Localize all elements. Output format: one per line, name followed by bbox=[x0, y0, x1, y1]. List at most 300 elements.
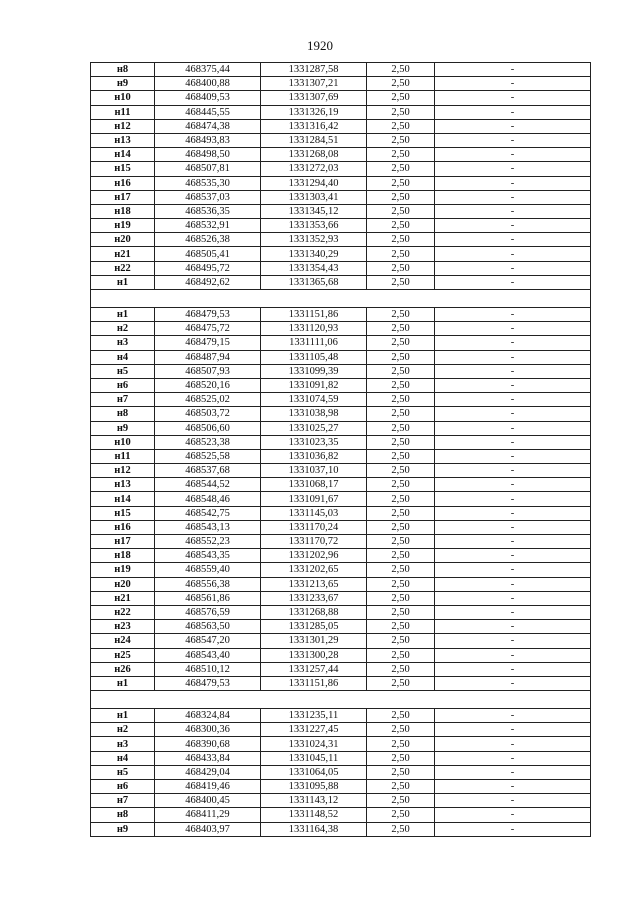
description-cell: - bbox=[435, 322, 591, 336]
y-coordinate-cell: 1331345,12 bbox=[261, 204, 367, 218]
y-coordinate-cell: 1331365,68 bbox=[261, 275, 367, 289]
description-cell: - bbox=[435, 662, 591, 676]
table-row bbox=[91, 407, 591, 421]
x-coordinate-cell: 468487,94 bbox=[155, 350, 261, 364]
point-id-cell: н20 bbox=[91, 577, 155, 591]
table-row bbox=[91, 506, 591, 520]
y-coordinate-cell: 1331340,29 bbox=[261, 247, 367, 261]
x-coordinate-cell: 468479,15 bbox=[155, 336, 261, 350]
x-coordinate-cell: 468479,53 bbox=[155, 676, 261, 690]
description-cell: - bbox=[435, 549, 591, 563]
x-coordinate-cell: 468400,88 bbox=[155, 77, 261, 91]
x-coordinate-cell: 468492,62 bbox=[155, 275, 261, 289]
description-cell: - bbox=[435, 535, 591, 549]
table-row bbox=[91, 275, 591, 289]
accuracy-cell: 2,50 bbox=[367, 421, 435, 435]
description-cell: - bbox=[435, 435, 591, 449]
table-row bbox=[91, 77, 591, 91]
description-cell: - bbox=[435, 119, 591, 133]
x-coordinate-cell: 468419,46 bbox=[155, 780, 261, 794]
table-row bbox=[91, 520, 591, 534]
description-cell: - bbox=[435, 233, 591, 247]
point-id-cell: н15 bbox=[91, 506, 155, 520]
point-id-cell: н21 bbox=[91, 591, 155, 605]
x-coordinate-cell: 468510,12 bbox=[155, 662, 261, 676]
table-row bbox=[91, 794, 591, 808]
accuracy-cell: 2,50 bbox=[367, 751, 435, 765]
x-coordinate-cell: 468552,23 bbox=[155, 535, 261, 549]
table-row bbox=[91, 190, 591, 204]
y-coordinate-cell: 1331272,03 bbox=[261, 162, 367, 176]
accuracy-cell: 2,50 bbox=[367, 219, 435, 233]
accuracy-cell: 2,50 bbox=[367, 577, 435, 591]
point-id-cell: н13 bbox=[91, 133, 155, 147]
table-row bbox=[91, 648, 591, 662]
accuracy-cell: 2,50 bbox=[367, 492, 435, 506]
y-coordinate-cell: 1331307,21 bbox=[261, 77, 367, 91]
y-coordinate-cell: 1331202,96 bbox=[261, 549, 367, 563]
x-coordinate-cell: 468507,93 bbox=[155, 364, 261, 378]
accuracy-cell: 2,50 bbox=[367, 393, 435, 407]
table-row bbox=[91, 605, 591, 619]
description-cell: - bbox=[435, 506, 591, 520]
accuracy-cell: 2,50 bbox=[367, 105, 435, 119]
accuracy-cell: 2,50 bbox=[367, 162, 435, 176]
table-row bbox=[91, 737, 591, 751]
description-cell: - bbox=[435, 605, 591, 619]
table-row bbox=[91, 765, 591, 779]
section-separator-row bbox=[91, 290, 591, 308]
x-coordinate-cell: 468543,13 bbox=[155, 520, 261, 534]
point-id-cell: н24 bbox=[91, 634, 155, 648]
description-cell: - bbox=[435, 77, 591, 91]
x-coordinate-cell: 468544,52 bbox=[155, 478, 261, 492]
accuracy-cell: 2,50 bbox=[367, 233, 435, 247]
point-id-cell: н10 bbox=[91, 435, 155, 449]
accuracy-cell: 2,50 bbox=[367, 822, 435, 836]
point-id-cell: н5 bbox=[91, 364, 155, 378]
table-row bbox=[91, 421, 591, 435]
accuracy-cell: 2,50 bbox=[367, 563, 435, 577]
coordinates-table bbox=[90, 62, 591, 837]
x-coordinate-cell: 468563,50 bbox=[155, 620, 261, 634]
y-coordinate-cell: 1331268,08 bbox=[261, 148, 367, 162]
x-coordinate-cell: 468503,72 bbox=[155, 407, 261, 421]
y-coordinate-cell: 1331120,93 bbox=[261, 322, 367, 336]
accuracy-cell: 2,50 bbox=[367, 449, 435, 463]
y-coordinate-cell: 1331145,03 bbox=[261, 506, 367, 520]
y-coordinate-cell: 1331303,41 bbox=[261, 190, 367, 204]
x-coordinate-cell: 468474,38 bbox=[155, 119, 261, 133]
accuracy-cell: 2,50 bbox=[367, 709, 435, 723]
point-id-cell: н10 bbox=[91, 91, 155, 105]
x-coordinate-cell: 468543,35 bbox=[155, 549, 261, 563]
x-coordinate-cell: 468505,41 bbox=[155, 247, 261, 261]
accuracy-cell: 2,50 bbox=[367, 723, 435, 737]
point-id-cell: н14 bbox=[91, 492, 155, 506]
x-coordinate-cell: 468375,44 bbox=[155, 63, 261, 77]
accuracy-cell: 2,50 bbox=[367, 464, 435, 478]
table-row bbox=[91, 662, 591, 676]
table-row bbox=[91, 535, 591, 549]
y-coordinate-cell: 1331148,52 bbox=[261, 808, 367, 822]
description-cell: - bbox=[435, 393, 591, 407]
x-coordinate-cell: 468495,72 bbox=[155, 261, 261, 275]
x-coordinate-cell: 468532,91 bbox=[155, 219, 261, 233]
accuracy-cell: 2,50 bbox=[367, 322, 435, 336]
x-coordinate-cell: 468559,40 bbox=[155, 563, 261, 577]
description-cell: - bbox=[435, 421, 591, 435]
accuracy-cell: 2,50 bbox=[367, 737, 435, 751]
x-coordinate-cell: 468535,30 bbox=[155, 176, 261, 190]
x-coordinate-cell: 468400,45 bbox=[155, 794, 261, 808]
table-row bbox=[91, 308, 591, 322]
description-cell: - bbox=[435, 520, 591, 534]
point-id-cell: н9 bbox=[91, 822, 155, 836]
point-id-cell: н8 bbox=[91, 63, 155, 77]
point-id-cell: н6 bbox=[91, 780, 155, 794]
accuracy-cell: 2,50 bbox=[367, 148, 435, 162]
y-coordinate-cell: 1331091,67 bbox=[261, 492, 367, 506]
table-row bbox=[91, 176, 591, 190]
table-row bbox=[91, 577, 591, 591]
accuracy-cell: 2,50 bbox=[367, 676, 435, 690]
y-coordinate-cell: 1331170,24 bbox=[261, 520, 367, 534]
table-row bbox=[91, 751, 591, 765]
point-id-cell: н11 bbox=[91, 105, 155, 119]
accuracy-cell: 2,50 bbox=[367, 478, 435, 492]
table-row bbox=[91, 723, 591, 737]
x-coordinate-cell: 468525,02 bbox=[155, 393, 261, 407]
point-id-cell: н8 bbox=[91, 808, 155, 822]
point-id-cell: н15 bbox=[91, 162, 155, 176]
description-cell: - bbox=[435, 822, 591, 836]
x-coordinate-cell: 468537,03 bbox=[155, 190, 261, 204]
point-id-cell: н3 bbox=[91, 737, 155, 751]
section-separator-row bbox=[91, 691, 591, 709]
y-coordinate-cell: 1331151,86 bbox=[261, 308, 367, 322]
table-row bbox=[91, 676, 591, 690]
accuracy-cell: 2,50 bbox=[367, 620, 435, 634]
table-row bbox=[91, 336, 591, 350]
page-number: 1920 bbox=[307, 38, 333, 53]
description-cell: - bbox=[435, 492, 591, 506]
accuracy-cell: 2,50 bbox=[367, 780, 435, 794]
description-cell: - bbox=[435, 133, 591, 147]
point-id-cell: н16 bbox=[91, 176, 155, 190]
x-coordinate-cell: 468506,60 bbox=[155, 421, 261, 435]
y-coordinate-cell: 1331354,43 bbox=[261, 261, 367, 275]
table-row bbox=[91, 591, 591, 605]
point-id-cell: н9 bbox=[91, 421, 155, 435]
point-id-cell: н1 bbox=[91, 275, 155, 289]
x-coordinate-cell: 468523,38 bbox=[155, 435, 261, 449]
point-id-cell: н23 bbox=[91, 620, 155, 634]
description-cell: - bbox=[435, 751, 591, 765]
y-coordinate-cell: 1331025,27 bbox=[261, 421, 367, 435]
x-coordinate-cell: 468498,50 bbox=[155, 148, 261, 162]
accuracy-cell: 2,50 bbox=[367, 765, 435, 779]
point-id-cell: н26 bbox=[91, 662, 155, 676]
table-row bbox=[91, 233, 591, 247]
table-row bbox=[91, 492, 591, 506]
description-cell: - bbox=[435, 577, 591, 591]
description-cell: - bbox=[435, 105, 591, 119]
description-cell: - bbox=[435, 723, 591, 737]
x-coordinate-cell: 468445,55 bbox=[155, 105, 261, 119]
y-coordinate-cell: 1331233,67 bbox=[261, 591, 367, 605]
description-cell: - bbox=[435, 176, 591, 190]
table-row bbox=[91, 91, 591, 105]
description-cell: - bbox=[435, 162, 591, 176]
y-coordinate-cell: 1331024,31 bbox=[261, 737, 367, 751]
accuracy-cell: 2,50 bbox=[367, 275, 435, 289]
accuracy-cell: 2,50 bbox=[367, 190, 435, 204]
table-row bbox=[91, 350, 591, 364]
x-coordinate-cell: 468429,04 bbox=[155, 765, 261, 779]
point-id-cell: н5 bbox=[91, 765, 155, 779]
y-coordinate-cell: 1331095,88 bbox=[261, 780, 367, 794]
y-coordinate-cell: 1331284,51 bbox=[261, 133, 367, 147]
point-id-cell: н7 bbox=[91, 393, 155, 407]
accuracy-cell: 2,50 bbox=[367, 63, 435, 77]
point-id-cell: н16 bbox=[91, 520, 155, 534]
table-row bbox=[91, 378, 591, 392]
description-cell: - bbox=[435, 478, 591, 492]
point-id-cell: н18 bbox=[91, 204, 155, 218]
accuracy-cell: 2,50 bbox=[367, 77, 435, 91]
y-coordinate-cell: 1331045,11 bbox=[261, 751, 367, 765]
y-coordinate-cell: 1331227,45 bbox=[261, 723, 367, 737]
x-coordinate-cell: 468493,83 bbox=[155, 133, 261, 147]
accuracy-cell: 2,50 bbox=[367, 350, 435, 364]
description-cell: - bbox=[435, 350, 591, 364]
y-coordinate-cell: 1331170,72 bbox=[261, 535, 367, 549]
table-row bbox=[91, 435, 591, 449]
x-coordinate-cell: 468542,75 bbox=[155, 506, 261, 520]
description-cell: - bbox=[435, 794, 591, 808]
y-coordinate-cell: 1331068,17 bbox=[261, 478, 367, 492]
y-coordinate-cell: 1331036,82 bbox=[261, 449, 367, 463]
table-row bbox=[91, 620, 591, 634]
point-id-cell: н1 bbox=[91, 676, 155, 690]
description-cell: - bbox=[435, 336, 591, 350]
y-coordinate-cell: 1331202,65 bbox=[261, 563, 367, 577]
point-id-cell: н19 bbox=[91, 219, 155, 233]
table-row bbox=[91, 364, 591, 378]
point-id-cell: н25 bbox=[91, 648, 155, 662]
y-coordinate-cell: 1331099,39 bbox=[261, 364, 367, 378]
y-coordinate-cell: 1331064,05 bbox=[261, 765, 367, 779]
y-coordinate-cell: 1331213,65 bbox=[261, 577, 367, 591]
y-coordinate-cell: 1331353,66 bbox=[261, 219, 367, 233]
accuracy-cell: 2,50 bbox=[367, 364, 435, 378]
table-row bbox=[91, 709, 591, 723]
table-row bbox=[91, 478, 591, 492]
x-coordinate-cell: 468556,38 bbox=[155, 577, 261, 591]
description-cell: - bbox=[435, 591, 591, 605]
description-cell: - bbox=[435, 676, 591, 690]
accuracy-cell: 2,50 bbox=[367, 378, 435, 392]
point-id-cell: н1 bbox=[91, 308, 155, 322]
accuracy-cell: 2,50 bbox=[367, 662, 435, 676]
section-separator-cell bbox=[91, 691, 591, 709]
description-cell: - bbox=[435, 275, 591, 289]
description-cell: - bbox=[435, 648, 591, 662]
x-coordinate-cell: 468403,97 bbox=[155, 822, 261, 836]
y-coordinate-cell: 1331316,42 bbox=[261, 119, 367, 133]
point-id-cell: н4 bbox=[91, 751, 155, 765]
point-id-cell: н9 bbox=[91, 77, 155, 91]
accuracy-cell: 2,50 bbox=[367, 308, 435, 322]
x-coordinate-cell: 468507,81 bbox=[155, 162, 261, 176]
description-cell: - bbox=[435, 620, 591, 634]
x-coordinate-cell: 468411,29 bbox=[155, 808, 261, 822]
y-coordinate-cell: 1331287,58 bbox=[261, 63, 367, 77]
point-id-cell: н22 bbox=[91, 605, 155, 619]
accuracy-cell: 2,50 bbox=[367, 247, 435, 261]
point-id-cell: н18 bbox=[91, 549, 155, 563]
description-cell: - bbox=[435, 563, 591, 577]
x-coordinate-cell: 468433,84 bbox=[155, 751, 261, 765]
y-coordinate-cell: 1331037,10 bbox=[261, 464, 367, 478]
description-cell: - bbox=[435, 449, 591, 463]
x-coordinate-cell: 468576,59 bbox=[155, 605, 261, 619]
accuracy-cell: 2,50 bbox=[367, 336, 435, 350]
description-cell: - bbox=[435, 780, 591, 794]
table-row bbox=[91, 148, 591, 162]
description-cell: - bbox=[435, 407, 591, 421]
point-id-cell: н2 bbox=[91, 322, 155, 336]
x-coordinate-cell: 468520,16 bbox=[155, 378, 261, 392]
y-coordinate-cell: 1331038,98 bbox=[261, 407, 367, 421]
description-cell: - bbox=[435, 364, 591, 378]
table-row bbox=[91, 563, 591, 577]
point-id-cell: н4 bbox=[91, 350, 155, 364]
accuracy-cell: 2,50 bbox=[367, 549, 435, 563]
x-coordinate-cell: 468548,46 bbox=[155, 492, 261, 506]
description-cell: - bbox=[435, 808, 591, 822]
y-coordinate-cell: 1331235,11 bbox=[261, 709, 367, 723]
accuracy-cell: 2,50 bbox=[367, 407, 435, 421]
point-id-cell: н13 bbox=[91, 478, 155, 492]
table-row bbox=[91, 119, 591, 133]
table-row bbox=[91, 261, 591, 275]
accuracy-cell: 2,50 bbox=[367, 91, 435, 105]
table-row bbox=[91, 63, 591, 77]
table-row bbox=[91, 393, 591, 407]
section-separator-cell bbox=[91, 290, 591, 308]
point-id-cell: н17 bbox=[91, 190, 155, 204]
point-id-cell: н12 bbox=[91, 119, 155, 133]
accuracy-cell: 2,50 bbox=[367, 634, 435, 648]
table-row bbox=[91, 133, 591, 147]
table-row bbox=[91, 204, 591, 218]
x-coordinate-cell: 468543,40 bbox=[155, 648, 261, 662]
table-row bbox=[91, 247, 591, 261]
point-id-cell: н8 bbox=[91, 407, 155, 421]
y-coordinate-cell: 1331285,05 bbox=[261, 620, 367, 634]
accuracy-cell: 2,50 bbox=[367, 535, 435, 549]
y-coordinate-cell: 1331301,29 bbox=[261, 634, 367, 648]
point-id-cell: н12 bbox=[91, 464, 155, 478]
y-coordinate-cell: 1331151,86 bbox=[261, 676, 367, 690]
accuracy-cell: 2,50 bbox=[367, 794, 435, 808]
y-coordinate-cell: 1331143,12 bbox=[261, 794, 367, 808]
point-id-cell: н3 bbox=[91, 336, 155, 350]
point-id-cell: н11 bbox=[91, 449, 155, 463]
description-cell: - bbox=[435, 247, 591, 261]
description-cell: - bbox=[435, 261, 591, 275]
table-row bbox=[91, 162, 591, 176]
point-id-cell: н2 bbox=[91, 723, 155, 737]
x-coordinate-cell: 468475,72 bbox=[155, 322, 261, 336]
description-cell: - bbox=[435, 190, 591, 204]
description-cell: - bbox=[435, 464, 591, 478]
description-cell: - bbox=[435, 765, 591, 779]
accuracy-cell: 2,50 bbox=[367, 648, 435, 662]
description-cell: - bbox=[435, 204, 591, 218]
accuracy-cell: 2,50 bbox=[367, 261, 435, 275]
description-cell: - bbox=[435, 709, 591, 723]
table-row bbox=[91, 219, 591, 233]
point-id-cell: н6 bbox=[91, 378, 155, 392]
table-row bbox=[91, 822, 591, 836]
description-cell: - bbox=[435, 63, 591, 77]
y-coordinate-cell: 1331300,28 bbox=[261, 648, 367, 662]
x-coordinate-cell: 468525,58 bbox=[155, 449, 261, 463]
table-row bbox=[91, 549, 591, 563]
x-coordinate-cell: 468561,86 bbox=[155, 591, 261, 605]
table-row bbox=[91, 322, 591, 336]
coordinates-table-body bbox=[91, 63, 591, 837]
description-cell: - bbox=[435, 219, 591, 233]
x-coordinate-cell: 468547,20 bbox=[155, 634, 261, 648]
y-coordinate-cell: 1331105,48 bbox=[261, 350, 367, 364]
accuracy-cell: 2,50 bbox=[367, 506, 435, 520]
description-cell: - bbox=[435, 91, 591, 105]
x-coordinate-cell: 468479,53 bbox=[155, 308, 261, 322]
y-coordinate-cell: 1331268,88 bbox=[261, 605, 367, 619]
y-coordinate-cell: 1331257,44 bbox=[261, 662, 367, 676]
description-cell: - bbox=[435, 634, 591, 648]
x-coordinate-cell: 468536,35 bbox=[155, 204, 261, 218]
point-id-cell: н17 bbox=[91, 535, 155, 549]
description-cell: - bbox=[435, 308, 591, 322]
accuracy-cell: 2,50 bbox=[367, 591, 435, 605]
table-row bbox=[91, 808, 591, 822]
table-row bbox=[91, 449, 591, 463]
point-id-cell: н22 bbox=[91, 261, 155, 275]
accuracy-cell: 2,50 bbox=[367, 520, 435, 534]
y-coordinate-cell: 1331307,69 bbox=[261, 91, 367, 105]
y-coordinate-cell: 1331326,19 bbox=[261, 105, 367, 119]
y-coordinate-cell: 1331111,06 bbox=[261, 336, 367, 350]
y-coordinate-cell: 1331074,59 bbox=[261, 393, 367, 407]
table-row bbox=[91, 105, 591, 119]
table-row bbox=[91, 780, 591, 794]
description-cell: - bbox=[435, 737, 591, 751]
accuracy-cell: 2,50 bbox=[367, 119, 435, 133]
table-row bbox=[91, 634, 591, 648]
point-id-cell: н19 bbox=[91, 563, 155, 577]
accuracy-cell: 2,50 bbox=[367, 133, 435, 147]
point-id-cell: н20 bbox=[91, 233, 155, 247]
x-coordinate-cell: 468537,68 bbox=[155, 464, 261, 478]
point-id-cell: н14 bbox=[91, 148, 155, 162]
point-id-cell: н1 bbox=[91, 709, 155, 723]
x-coordinate-cell: 468526,38 bbox=[155, 233, 261, 247]
